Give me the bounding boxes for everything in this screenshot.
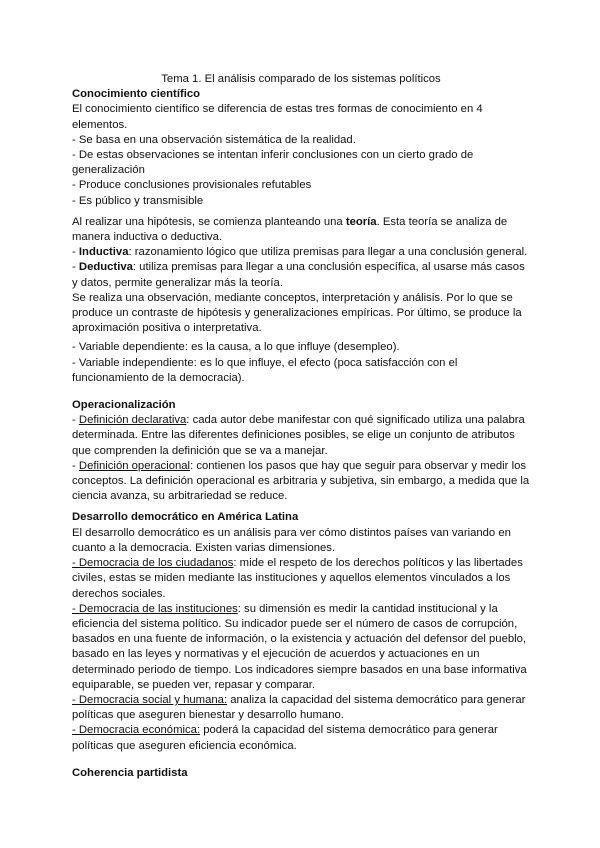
- paragraph-intro: El conocimiento científico se diferencia de estas tres formas de conocimiento en 4 elementos.: [72, 103, 483, 131]
- heading-desarrollo-democratico: Desarrollo democrático en América Latina: [72, 511, 299, 524]
- list-item: - Es público y transmisible: [72, 194, 204, 207]
- paragraph-desarrollo-intro: El desarrollo democrático es un análisis para ver cómo distintos países van variando en cuanto a la democracia. Existen varias dimensiones.: [72, 526, 511, 554]
- paragraph-deductiva: - Deductiva: utiliza premisas para llegar a una conclusión específica, al usarse más casos y datos, permite generalizar más la teoría.: [72, 261, 525, 289]
- list-item: - Democracia económica: poderá la capacidad del sistema democrático para generar políticas que aseguren eficiencia económica.: [72, 724, 498, 752]
- list-item: - Democracia de las instituciones: su dimensión es medir la cantidad institucional y la eficiencia del sistema político. Su indicador puede ser el número de casos de corrupción, basados en una fuente de información, o la existencia y actuación del defensor del pueblo, basado en las leyes y normativas y el ejecución de acuerdos y actuaciones en un determinado periodo de tiempo. Los indicadores siempre basados en una base informativa equiparable, se pueden ver, repasar y comparar.: [72, 602, 527, 691]
- paragraph-observacion: Se realiza una observación, mediante conceptos, interpretación y análisis. Por lo que se produce un contraste de hipótesis y generalizaciones empíricas. Por último, se produce la aproximación positiva o interpretativa.: [72, 291, 522, 335]
- paragraph-hipotesis: Al realizar una hipótesis, se comienza planteando una teoría. Esta teoría se analiza de manera inductiva o deductiva.: [72, 215, 508, 244]
- heading-conocimiento-cientifico: Conocimiento científico: [72, 88, 201, 101]
- list-item: - De estas observaciones se intentan inferir conclusiones con un cierto grado de generalización: [72, 149, 474, 177]
- variable-dependiente: - Variable dependiente: es la causa, a lo que influye (desempleo).: [72, 341, 400, 354]
- list-item: - Produce conclusiones provisionales refutables: [72, 179, 312, 192]
- list-item: - Democracia de los ciudadanos: mide el respeto de los derechos políticos y las libertades civiles, estas se miden mediante las instituciones y aquellos elementos vinculados a los derechos sociales.: [72, 557, 523, 600]
- list-item: - Se basa en una observación sistemática de la realidad.: [72, 133, 356, 146]
- document-title: Tema 1. El análisis comparado de los sistemas políticos: [161, 73, 441, 85]
- heading-coherencia-partidista: Coherencia partidista: [72, 766, 188, 779]
- paragraph-definicion-declarativa: - Definición declarativa: cada autor debe manifestar con qué significado utiliza una palabra determinada. Entre las diferentes definiciones posibles, se elige un conjunto de atributos que comprenden la definición que se va a manejar.: [72, 414, 525, 457]
- paragraph-definicion-operacional: - Definición operacional: contienen los pasos que hay que seguir para observar y medir los conceptos. La definición operacional es arbitraria y subjetiva, sin embargo, a medida que la ciencia avanza, su arbitrariedad se reduce.: [72, 459, 530, 503]
- heading-operacionalizacion: Operacionalización: [72, 399, 176, 412]
- list-item: - Democracia social y humana: analiza la capacidad del sistema democrático para generar políticas que aseguren bienestar y desarrollo humano.: [72, 693, 526, 722]
- variable-independiente: - Variable independiente: es lo que influye, el efecto (poca satisfacción con el funcionamiento de la democracia).: [72, 356, 458, 384]
- paragraph-inductiva: - Inductiva: razonamiento lógico que utiliza premisas para llegar a una conclusión general.: [72, 246, 528, 259]
